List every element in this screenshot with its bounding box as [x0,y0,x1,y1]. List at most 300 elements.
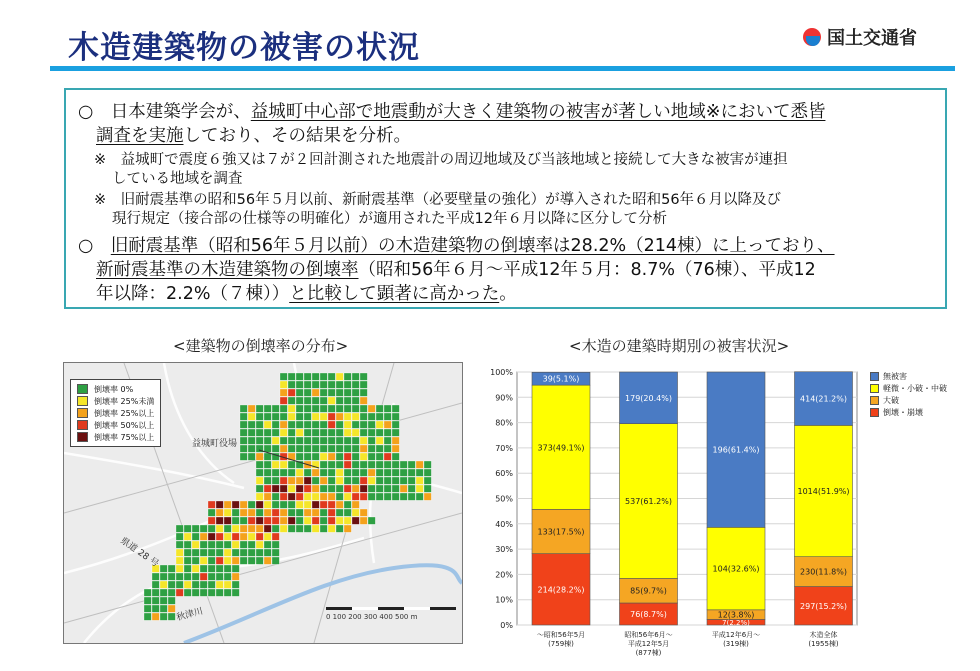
map-grid-cell [280,517,287,524]
map-grid-cell [296,413,303,420]
map-grid-cell [360,517,367,524]
map-grid-cell [304,429,311,436]
map-grid-cell [256,501,263,508]
map-legend-label: 倒壊率 0% [94,384,134,394]
map-grid-cell [176,549,183,556]
map-grid-cell [304,373,311,380]
map-grid-cell [304,421,311,428]
map-grid-cell [328,485,335,492]
map-grid-cell [304,389,311,396]
map-grid-cell [280,381,287,388]
data-label: 12(3.8%) [717,610,755,620]
bullet-2-prefix: ○ [78,236,111,256]
map-grid-cell [328,437,335,444]
map-grid-cell [216,565,223,572]
category-label: (759棟) [548,640,574,648]
map-grid-cell [352,381,359,388]
map-grid-cell [400,493,407,500]
map-grid-cell [200,565,207,572]
data-label: 537(61.2%) [625,497,672,507]
map-grid-cell [368,485,375,492]
map-grid-cell [192,525,199,532]
map-grid-cell [232,549,239,556]
map-grid-cell [224,573,231,580]
map-grid-cell [192,533,199,540]
map-grid-cell [224,581,231,588]
map-legend-swatch [77,420,88,430]
chart-legend-swatch [870,372,879,381]
map-grid-cell [256,509,263,516]
map-grid-cell [168,573,175,580]
map-grid-cell [344,525,351,532]
map-grid-cell [288,477,295,484]
map-grid-cell [304,397,311,404]
map-grid-cell [240,541,247,548]
map-grid-cell [272,525,279,532]
map-grid-cell [376,413,383,420]
map-grid-cell [272,429,279,436]
map-grid-cell [192,549,199,556]
map-grid-cell [256,429,263,436]
map-grid-cell [416,485,423,492]
map-grid-cell [368,437,375,444]
map-grid-cell [216,525,223,532]
category-label: (319棟) [723,640,749,648]
map-grid-cell [256,557,263,564]
map-grid-cell [320,525,327,532]
map-grid-cell [176,589,183,596]
map-grid-cell [392,421,399,428]
map-grid-cell [200,525,207,532]
map-grid-cell [376,437,383,444]
map-grid-cell [416,469,423,476]
map-grid-cell [224,549,231,556]
map-grid-cell [264,557,271,564]
map-grid-cell [320,381,327,388]
map-legend-label: 倒壊率 25%未満 [94,396,155,406]
map-grid-cell [336,389,343,396]
map-grid-cell [200,533,207,540]
map-grid-cell [264,429,271,436]
summary-box [64,88,947,309]
map-grid-cell [192,581,199,588]
category-label: 平成12年6月～ [711,631,761,639]
map-grid-cell [424,469,431,476]
bullet-2-text-d: 年以降：2.2%（７棟）） [96,284,290,304]
map-grid-cell [272,477,279,484]
map-grid-cell [240,501,247,508]
map-grid-cell [320,469,327,476]
map-grid-cell [352,485,359,492]
y-tick-label: 80% [495,418,513,428]
map-grid-cell [328,461,335,468]
map-grid-cell [280,525,287,532]
map-grid-cell [336,405,343,412]
map-legend [70,379,161,447]
map-grid-cell [272,461,279,468]
map-grid-cell [256,485,263,492]
map-grid-cell [344,493,351,500]
map-grid-cell [360,389,367,396]
map-grid-cell [152,613,159,620]
map-grid-cell [416,477,423,484]
map-grid-cell [304,493,311,500]
y-tick-label: 20% [495,570,513,580]
map-grid-cell [392,437,399,444]
map-grid-cell [304,413,311,420]
map-grid-cell [232,509,239,516]
map-grid-cell [288,421,295,428]
map-grid-cell [320,429,327,436]
y-tick-label: 90% [495,393,513,403]
map-grid-cell [376,477,383,484]
map-grid-cell [288,445,295,452]
y-tick-label: 60% [495,469,513,479]
map-grid-cell [352,445,359,452]
chart-legend-item [870,370,947,382]
map-grid-cell [312,509,319,516]
map-grid-cell [256,421,263,428]
map-grid-cell [216,573,223,580]
map-legend-label: 倒壊率 50%以上 [94,420,155,430]
map-grid-cell [272,541,279,548]
map-grid-cell [280,493,287,500]
map-grid-cell [288,509,295,516]
map-grid-cell [328,517,335,524]
map-grid-cell [144,589,151,596]
map-grid-cell [208,541,215,548]
map-grid-cell [256,461,263,468]
map-grid-cell [352,405,359,412]
map-grid-cell [344,405,351,412]
chart-legend-label: 大破 [883,395,899,405]
map-grid-cell [288,517,295,524]
bullet-2-text-c: （昭和56年６月～平成12年５月：8.7%（76棟）、平成12 [358,260,816,280]
map-grid-cell [168,581,175,588]
map-grid-cell [304,509,311,516]
map-grid-cell [192,557,199,564]
map-grid-cell [168,613,175,620]
map-grid-cell [296,477,303,484]
map-grid-cell [288,501,295,508]
map-grid-cell [416,493,423,500]
map-grid-cell [376,461,383,468]
map-grid-cell [248,517,255,524]
map-grid-cell [264,517,271,524]
map-grid-cell [280,461,287,468]
map-grid-cell [296,405,303,412]
map-grid-cell [168,565,175,572]
river-label: 秋津川 [175,606,205,624]
map-grid-cell [264,445,271,452]
map-grid-cell [304,525,311,532]
map-grid-cell [264,501,271,508]
map-grid-cell [344,453,351,460]
data-label: 85(9.7%) [630,586,667,596]
map-grid-cell [392,429,399,436]
map-grid-cell [264,413,271,420]
town-office-label: 益城町役場 [192,439,238,449]
map-grid-cell [248,541,255,548]
map-grid-cell [264,509,271,516]
map-grid-cell [344,429,351,436]
map-grid-cell [328,453,335,460]
map-grid-cell [360,429,367,436]
map-grid-cell [336,373,343,380]
map-grid-cell [336,445,343,452]
map-grid-cell [352,469,359,476]
y-tick-label: 70% [495,443,513,453]
map-grid-cell [304,501,311,508]
map-grid-cell [288,525,295,532]
map-grid-cell [368,445,375,452]
map-grid-cell [280,445,287,452]
map-grid-cell [256,493,263,500]
map-grid-cell [336,469,343,476]
map-grid-cell [424,493,431,500]
map-grid-cell [280,469,287,476]
map-grid-cell [400,485,407,492]
map-grid-cell [368,429,375,436]
map-grid-cell [240,429,247,436]
map-grid-cell [296,445,303,452]
note-1-line-1: ※ 益城町で震度６強又は７が２回計測された地震計の周辺地域及び当該地域と接続して大きな被害が連担 [94,152,788,168]
category-label: 昭和56年6月～ [624,631,673,639]
map-grid-cell [320,389,327,396]
map-grid-cell [384,469,391,476]
map-grid-cell [336,461,343,468]
map-grid-cell [168,597,175,604]
map-grid-cell [264,533,271,540]
map-grid-cell [376,405,383,412]
map-grid-cell [384,461,391,468]
map-grid-cell [344,373,351,380]
map-grid-cell [184,581,191,588]
map-grid-cell [344,389,351,396]
map-grid-cell [256,517,263,524]
map-grid-cell [256,477,263,484]
map-grid-cell [280,405,287,412]
map-grid-cell [264,437,271,444]
map-grid-cell [360,461,367,468]
map-grid-cell [328,477,335,484]
map-grid-cell [336,397,343,404]
map-grid-cell [328,525,335,532]
map-grid-cell [240,557,247,564]
title-underline [50,66,955,71]
map-grid-cell [360,373,367,380]
map-grid-cell [320,493,327,500]
map-grid-cell [312,517,319,524]
category-label: 平成12年5月 [627,640,670,648]
map-grid-cell [144,605,151,612]
map-grid-cell [256,549,263,556]
map-grid-cell [272,501,279,508]
map-grid-cell [216,557,223,564]
map-grid-cell [216,533,223,540]
map-grid-cell [248,557,255,564]
map-grid-cell [240,421,247,428]
map-grid-cell [184,565,191,572]
map-grid-cell [248,413,255,420]
map-grid-cell [240,533,247,540]
map-grid-cell [352,477,359,484]
bullet-1-line-1 [78,98,825,123]
map-grid-cell [312,373,319,380]
map-grid-cell [352,373,359,380]
bullet-1-text-c: 調査を実施 [96,126,184,146]
map-grid-cell [376,429,383,436]
map-grid-cell [224,565,231,572]
map-grid-cell [224,501,231,508]
map-grid-cell [280,437,287,444]
map-grid-cell [344,461,351,468]
map-grid-cell [336,453,343,460]
map-grid-cell [232,565,239,572]
map-grid-cell [304,477,311,484]
map-grid-cell [352,437,359,444]
map-grid-cell [240,437,247,444]
map-grid-cell [368,517,375,524]
chart-legend-label: 軽微・小破・中破 [883,383,947,393]
map-grid-cell [376,493,383,500]
map-grid-cell [240,453,247,460]
map-grid-cell [280,485,287,492]
category-label: (1955棟) [808,640,839,648]
map-grid-cell [288,493,295,500]
map-legend-item [77,407,154,419]
map-grid-cell [184,557,191,564]
map-grid-cell [248,429,255,436]
map-grid-cell [392,461,399,468]
chart-caption: <木造の建築時期別の被害状況> [569,337,790,355]
map-grid-cell [256,437,263,444]
map-grid-cell [320,413,327,420]
map-grid-cell [176,573,183,580]
map-legend-item [77,419,154,431]
map-grid-cell [384,445,391,452]
scale-bar [326,607,456,610]
map-grid-cell [344,437,351,444]
map-grid-cell [256,533,263,540]
map-grid-cell [216,517,223,524]
map-grid-cell [304,445,311,452]
map-grid-cell [288,397,295,404]
map-grid-cell [240,405,247,412]
map-grid-cell [272,509,279,516]
map-grid-cell [256,453,263,460]
map-grid-cell [272,557,279,564]
map-grid-cell [360,381,367,388]
map-grid-cell [248,549,255,556]
map-grid-cell [320,517,327,524]
map-grid-cell [304,437,311,444]
map-grid-cell [344,517,351,524]
map-grid-cell [312,525,319,532]
map-grid-cell [352,493,359,500]
map-grid-cell [312,493,319,500]
map-grid-cell [208,525,215,532]
map-grid-cell [376,469,383,476]
map-grid-cell [264,461,271,468]
bullet-1-line-2 [96,122,411,147]
map-grid-cell [272,549,279,556]
map-grid-cell [280,397,287,404]
map-grid-cell [376,445,383,452]
map-grid-cell [240,549,247,556]
map-grid-cell [352,461,359,468]
map-grid-cell [160,573,167,580]
category-label: ～昭和56年5月 [536,631,586,639]
map-grid-cell [296,437,303,444]
map-grid-cell [384,421,391,428]
map-grid-cell [384,493,391,500]
map-grid-cell [336,437,343,444]
map-grid-cell [280,501,287,508]
map-grid-cell [312,389,319,396]
map-legend-label: 倒壊率 75%以上 [94,432,155,442]
map-grid-cell [328,389,335,396]
chart-legend-swatch [870,408,879,417]
map-legend-swatch [77,396,88,406]
map-grid-cell [312,413,319,420]
map-legend-item [77,395,154,407]
y-tick-label: 40% [495,519,513,529]
map-grid-cell [336,525,343,532]
map-grid-cell [376,453,383,460]
map-grid-cell [216,501,223,508]
map-grid-cell [184,525,191,532]
map-grid-cell [264,453,271,460]
map-grid-cell [360,477,367,484]
map-grid-cell [296,493,303,500]
map-grid-cell [312,469,319,476]
map-legend-item [77,383,154,395]
map-grid-cell [352,517,359,524]
map-grid-cell [368,413,375,420]
map-grid-cell [312,405,319,412]
map-grid-cell [160,581,167,588]
map-grid-cell [352,421,359,428]
category-label: (877棟) [635,649,662,657]
map-grid-cell [344,469,351,476]
map-grid-cell [200,573,207,580]
map-grid-cell [328,501,335,508]
map-grid-cell [304,453,311,460]
map-grid-cell [248,525,255,532]
map-grid-cell [360,397,367,404]
map-grid-cell [224,509,231,516]
map-grid-cell [320,405,327,412]
note-2-line-1: ※ 旧耐震基準の昭和56年５月以前、新耐震基準（必要壁量の強化）が導入された昭和56年６月以降及び [94,192,782,208]
bullet-2-text-f: 。 [499,284,517,304]
map-grid-cell [312,501,319,508]
bullet-2-line-1 [78,232,835,257]
map-grid-cell [248,501,255,508]
map-grid-cell [272,405,279,412]
map-grid-cell [248,533,255,540]
damage-by-period-chart [485,360,865,665]
map-grid-cell [248,445,255,452]
map-grid-cell [232,525,239,532]
map-grid-cell [232,573,239,580]
map-grid-cell [240,525,247,532]
map-grid-cell [296,501,303,508]
map-legend-swatch [77,384,88,394]
bullet-1-text-d: しており、その結果を分析。 [183,126,411,146]
map-grid-cell [424,477,431,484]
map-grid-cell [384,413,391,420]
